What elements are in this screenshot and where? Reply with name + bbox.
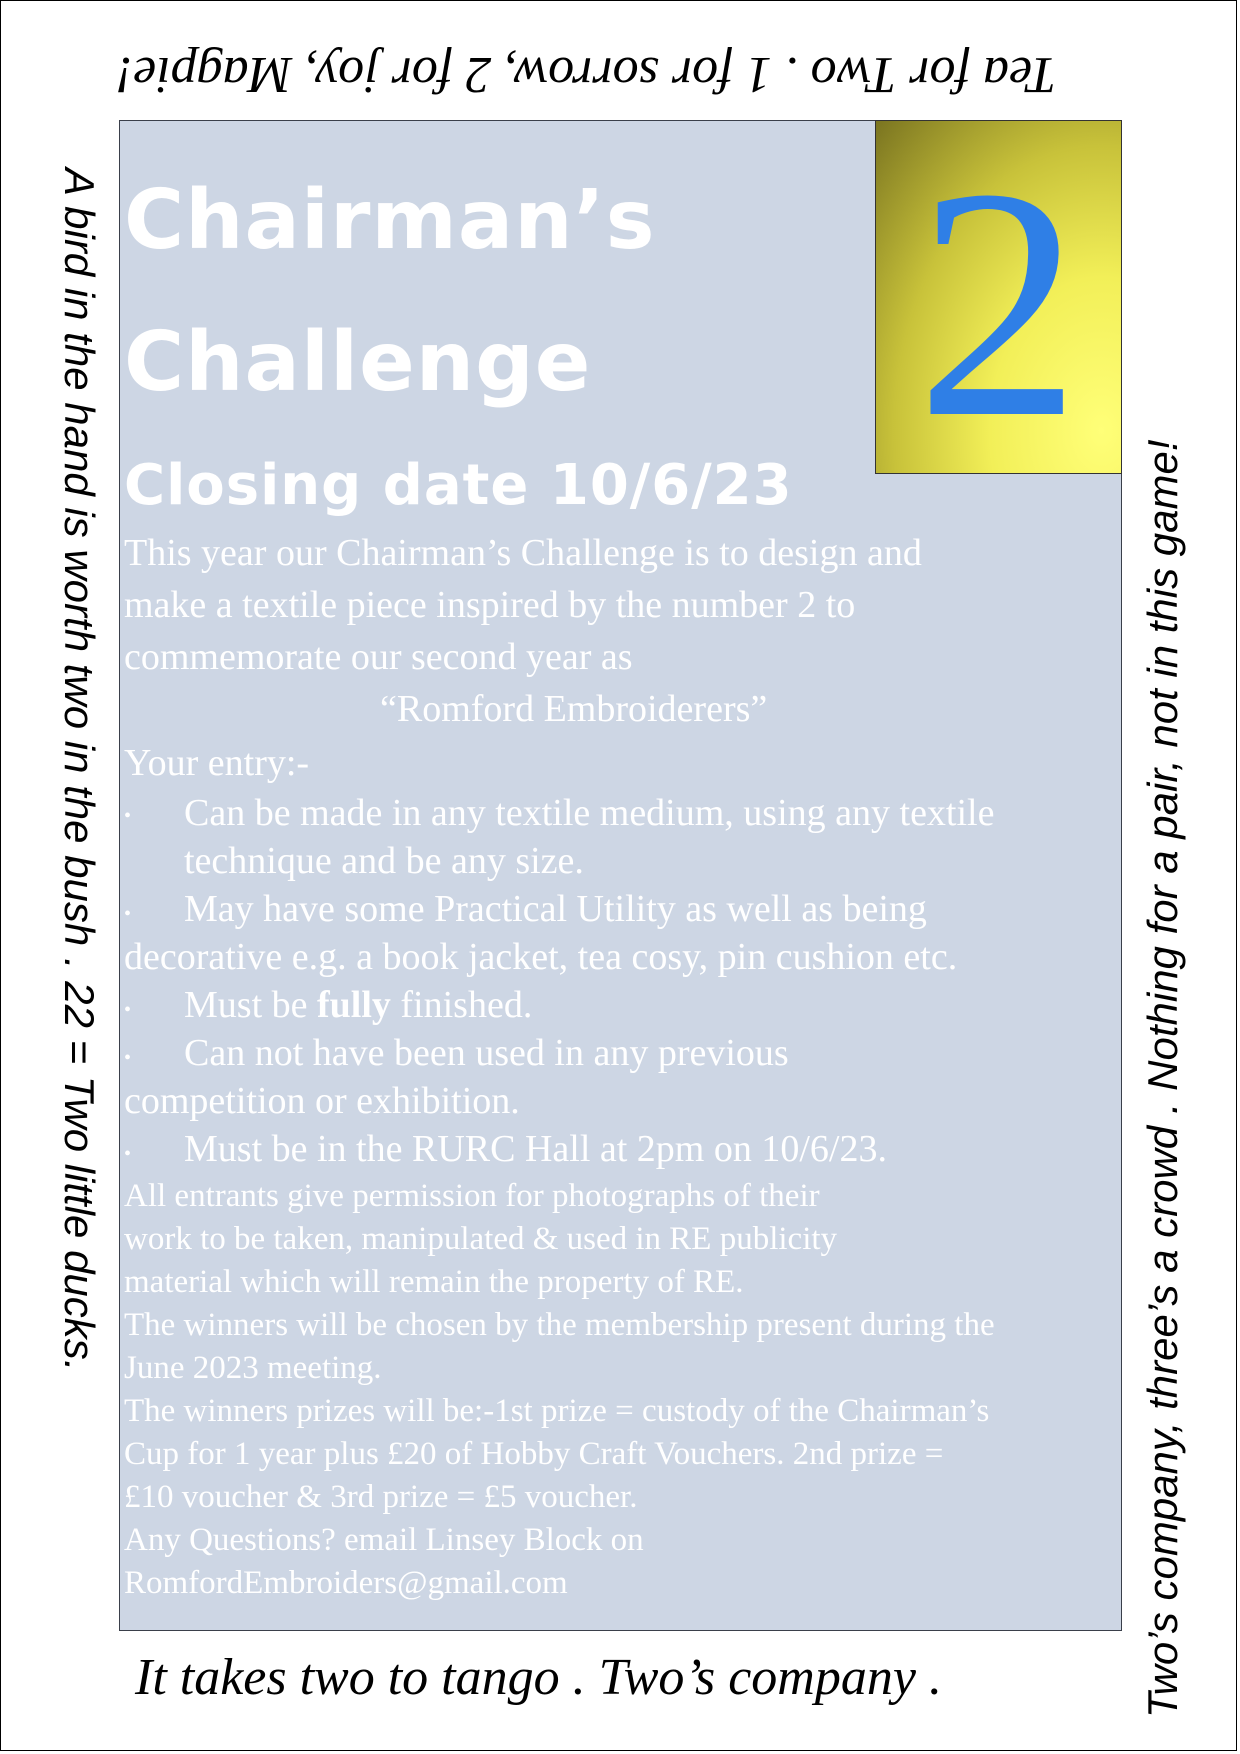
number-badge [875,120,1122,474]
title-line-1: Chairman’s [124,173,656,268]
intro-line-2: make a textile piece inspired by the number 2 to [124,584,856,626]
bullet-5-line-1: Must be in the RURC Hall at 2pm on 10/6/23. [184,1128,887,1170]
note-line-1: All entrants give permission for photographs of their [124,1178,820,1214]
note-line-4: The winners will be chosen by the membership present during the [124,1307,995,1343]
note-line-8: £10 voucher & 3rd prize = £5 voucher. [124,1479,638,1515]
bullet-3-bold: fully [317,984,391,1026]
note-line-2: work to be taken, manipulated & used in RE publicity [124,1221,838,1257]
bullet-dot: • [124,805,132,827]
note-line-7: Cup for 1 year plus £20 of Hobby Craft Vouchers. 2nd prize = [124,1436,944,1472]
note-line-6: The winners prizes will be:-1st prize = custody of the Chairman’s [124,1393,990,1429]
left-proverb: A bird in the hand is worth two in the bush . 22 = Two little ducks. [56,168,103,1372]
closing-date: Closing date 10/6/23 [124,453,793,518]
bottom-proverb: It takes two to tango . Two’s company . [135,1649,942,1706]
intro-line-1: This year our Chairman’s Challenge is to design and [124,532,922,574]
bullet-4-line-1: Can not have been used in any previous [184,1032,789,1074]
bullet-dot: • [124,1047,132,1069]
contact-email: RomfordEmbroiders@gmail.com [124,1565,568,1601]
bullet-dot: • [124,903,132,925]
bullet-3-line-1 [184,986,532,1024]
right-proverb: Two’s company, three’s a crowd . Nothing for a pair, not in this game! [1139,439,1186,1718]
entry-label: Your entry:- [124,742,310,784]
intro-line-4: “Romford Embroiderers” [380,688,768,730]
bullet-1-line-2: technique and be any size. [184,840,584,882]
bullet-dot: • [124,999,132,1021]
bullet-3-post: finished. [390,984,533,1026]
intro-line-3: commemorate our second year as [124,636,633,678]
note-line-3: material which will remain the property of RE. [124,1264,744,1300]
bullet-1-line-1: Can be made in any textile medium, using any textile [184,792,995,834]
bullet-2-line-1: May have some Practical Utility as well as being [184,888,927,930]
note-line-9: Any Questions? email Linsey Block on [124,1522,644,1558]
bullet-4-line-2: competition or exhibition. [124,1080,520,1122]
bullet-3-pre: Must be [184,984,317,1026]
top-proverb: Tea for Two . 1 for sorrow, 2 for joy, Magpie! [115,46,1057,103]
number-digit: 2 [916,121,1081,474]
title-line-2: Challenge [124,315,592,410]
bullet-2-line-2: decorative e.g. a book jacket, tea cosy, pin cushion etc. [124,936,958,978]
note-line-5: June 2023 meeting. [124,1350,382,1386]
bullet-dot: • [124,1143,132,1165]
